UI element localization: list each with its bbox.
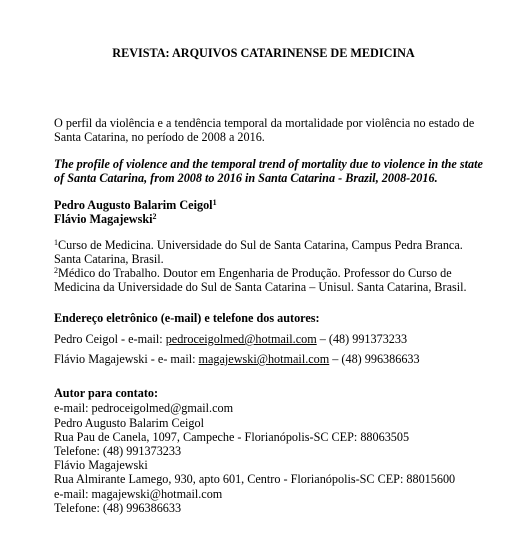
contact-label: Pedro Ceigol - e-mail:	[54, 332, 166, 346]
contacts-heading: Endereço eletrônico (e-mail) e telefone dos autores:	[54, 311, 320, 325]
corresponding-line: Pedro Augusto Balarim Ceigol	[54, 416, 204, 430]
article-title-en-line-1: The profile of violence and the temporal trend of mortality due to violence in the state	[54, 157, 483, 171]
corresponding-line: e-mail: magajewski@hotmail.com	[54, 487, 223, 501]
corresponding-heading: Autor para contato:	[54, 386, 159, 400]
contact-entry-2	[54, 352, 420, 366]
journal-title: REVISTA: ARQUIVOS CATARINENSE DE MEDICINA	[112, 46, 415, 60]
article-title-pt-line-1: O perfil da violência e a tendência temporal da mortalidade por violência no estado de	[54, 116, 475, 130]
contact-phone: – (48) 996386633	[329, 352, 420, 366]
affiliation-mark: 2	[54, 266, 58, 275]
author-affiliation-mark: 1	[212, 198, 217, 207]
corresponding-line: Telefone: (48) 991373233	[54, 444, 182, 458]
contact-phone: – (48) 991373233	[316, 332, 408, 346]
author-name: Pedro Augusto Balarim Ceigol	[54, 198, 213, 212]
corresponding-line: Flávio Magajewski	[54, 458, 148, 472]
author-affiliation-mark: 2	[152, 212, 157, 221]
contact-label: Flávio Magajewski - e- mail:	[54, 352, 199, 366]
affiliation-mark: 1	[54, 238, 58, 247]
affiliation-2-line-1	[54, 266, 452, 280]
author-1	[54, 198, 217, 212]
contact-entry-1	[54, 332, 407, 346]
email-link[interactable]: pedroceigolmed@hotmail.com	[165, 332, 317, 346]
corresponding-line: Rua Almirante Lamego, 930, apto 601, Centro - Florianópolis-SC CEP: 88015600	[54, 472, 456, 486]
article-title-en-line-2: of Santa Catarina, from 2008 to 2016 in Santa Catarina - Brazil, 2008-2016.	[54, 171, 438, 185]
corresponding-line: e-mail: pedroceigolmed@gmail.com	[54, 401, 234, 415]
article-title-pt-line-2: Santa Catarina, no período de 2008 a 2016.	[54, 130, 265, 144]
corresponding-line: Rua Pau de Canela, 1097, Campeche - Florianópolis-SC CEP: 88063505	[54, 430, 410, 444]
author-2	[54, 212, 157, 226]
affiliation-2-line-2: Medicina da Universidade do Sul de Santa Catarina – Unisul. Santa Catarina, Brasil.	[54, 280, 467, 294]
email-link[interactable]: magajewski@hotmail.com	[198, 352, 330, 366]
affiliation-text: Médico do Trabalho. Doutor em Engenharia de Produção. Professor do Curso de	[58, 266, 452, 280]
corresponding-line: Telefone: (48) 996386633	[54, 501, 182, 515]
affiliation-1-line-2: Santa Catarina, Brasil.	[54, 252, 164, 266]
affiliation-1-line-1	[54, 238, 463, 252]
author-name: Flávio Magajewski	[54, 212, 153, 226]
affiliation-text: Curso de Medicina. Universidade do Sul de Santa Catarina, Campus Pedra Branca.	[58, 238, 463, 252]
